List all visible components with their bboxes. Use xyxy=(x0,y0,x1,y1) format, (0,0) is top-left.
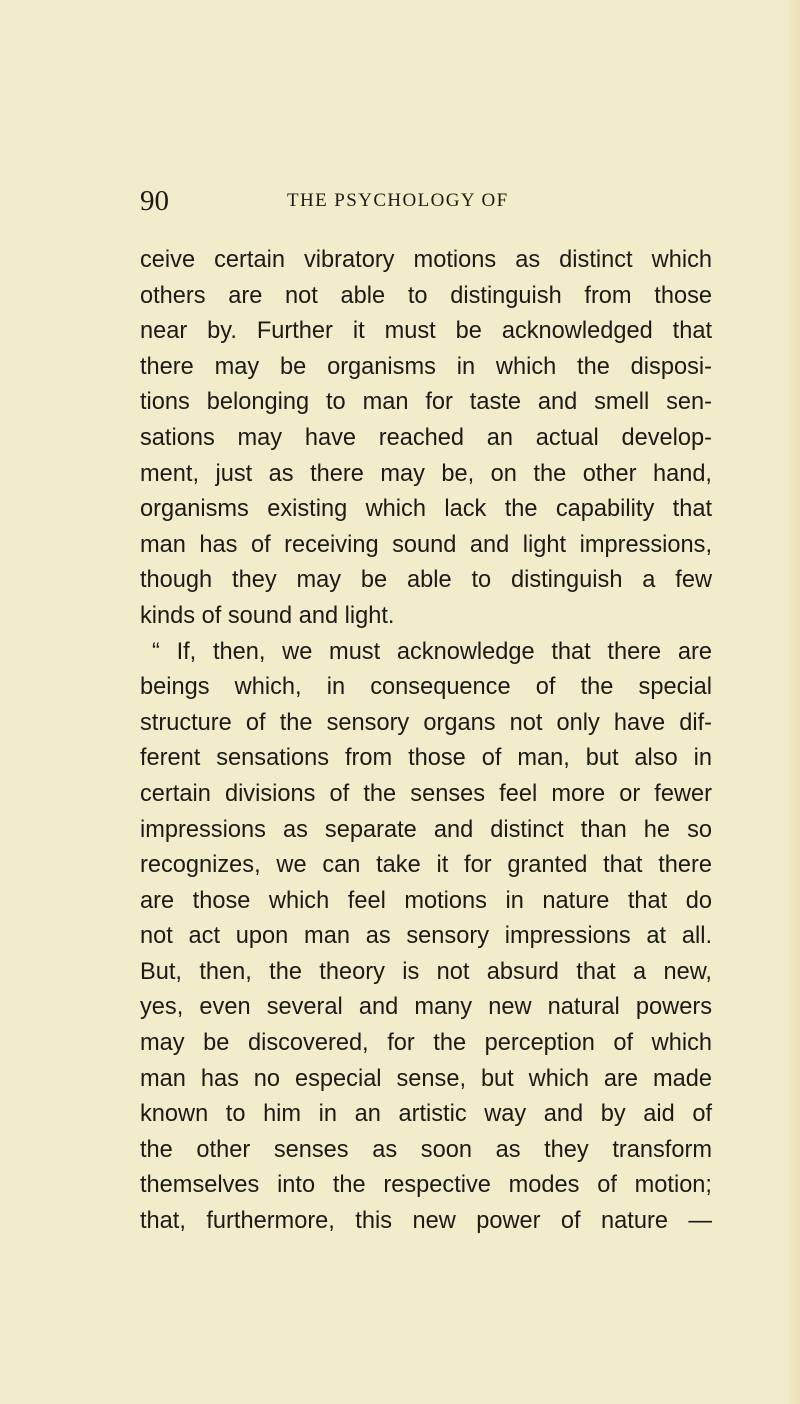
running-head xyxy=(140,186,520,216)
text-line: there may be organisms in which the disposi- xyxy=(140,353,712,380)
text-line: man has of receiving sound and light impressions, xyxy=(140,531,712,558)
text-line: ferent sensations from those of man, but also in xyxy=(140,745,712,772)
text-line: organisms existing which lack the capability that xyxy=(140,496,712,523)
page-edge-shadow xyxy=(786,0,800,1404)
text-line: ment, just as there may be, on the other hand, xyxy=(140,460,712,487)
page-number: 90 xyxy=(140,185,169,217)
text-line: not act upon man as sensory impressions at all. xyxy=(140,923,712,950)
text-line: ceive certain vibratory motions as distinct which xyxy=(140,247,712,273)
text-line: sations may have reached an actual develop- xyxy=(140,424,712,451)
text-line: others are not able to distinguish from those xyxy=(140,282,712,309)
paragraph-start-line: “ If, then, we must acknowledge that there are xyxy=(152,638,712,665)
text-line: themselves into the respective modes of motion; xyxy=(140,1172,712,1199)
text-line: structure of the sensory organs not only have dif- xyxy=(140,709,712,736)
text-line: are those which feel motions in nature that do xyxy=(140,887,712,914)
text-line: the other senses as soon as they transform xyxy=(140,1136,712,1163)
body-text xyxy=(140,243,712,1240)
text-line: near by. Further it must be acknowledged that xyxy=(140,318,712,345)
text-line: man has no especial sense, but which are made xyxy=(140,1065,712,1092)
paragraph-end-line: kinds of sound and light. xyxy=(140,602,395,629)
text-line: But, then, the theory is not absurd that a new, xyxy=(140,958,712,985)
text-line: recognizes, we can take it for granted that there xyxy=(140,852,712,879)
text-line: tions belonging to man for taste and smell sen- xyxy=(140,389,712,416)
text-line: certain divisions of the senses feel more or fewer xyxy=(140,780,712,807)
text-line: yes, even several and many new natural powers xyxy=(140,994,712,1021)
text-line: impressions as separate and distinct than he so xyxy=(140,816,712,843)
text-line: though they may be able to distinguish a few xyxy=(140,567,712,594)
text-line: beings which, in consequence of the special xyxy=(140,674,712,701)
text-line: that, furthermore, this new power of nature — xyxy=(140,1208,712,1235)
text-line: known to him in an artistic way and by aid of xyxy=(140,1101,712,1128)
text-line: may be discovered, for the perception of which xyxy=(140,1030,712,1057)
running-title: THE PSYCHOLOGY OF xyxy=(287,190,509,211)
